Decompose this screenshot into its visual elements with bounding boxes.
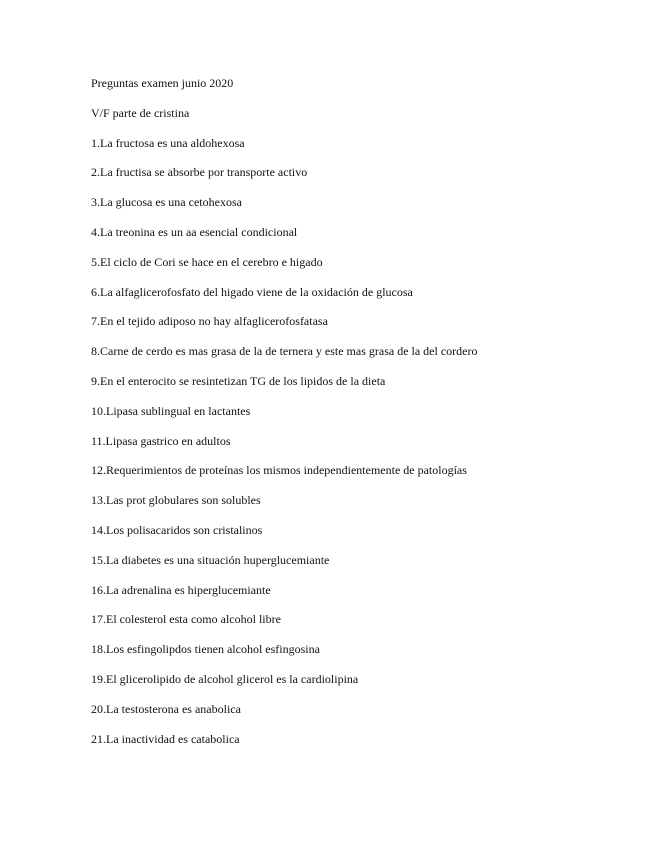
question-line: 16.La adrenalina es hiperglucemiante bbox=[91, 582, 271, 597]
question-line: 15.La diabetes es una situación huperglucemiante bbox=[91, 552, 330, 567]
question-line: 3.La glucosa es una cetohexosa bbox=[91, 195, 242, 210]
question-line: 8.Carne de cerdo es mas grasa de la de ternera y este mas grasa de la del cordero bbox=[91, 344, 478, 359]
document-subtitle: V/F parte de cristina bbox=[91, 105, 190, 120]
question-line: 1.La fructosa es una aldohexosa bbox=[91, 135, 245, 150]
question-line: 6.La alfaglicerofosfato del higado viene de la oxidación de glucosa bbox=[91, 284, 413, 299]
question-line: 13.Las prot globulares son solubles bbox=[91, 493, 261, 508]
document-title: Preguntas examen junio 2020 bbox=[91, 76, 234, 90]
question-line: 7.En el tejido adiposo no hay alfaglicerofosfatasa bbox=[91, 314, 328, 329]
question-line: 10.Lipasa sublingual en lactantes bbox=[91, 403, 251, 418]
question-line: 20.La testosterona es anabolica bbox=[91, 701, 241, 716]
document-content bbox=[91, 75, 631, 760]
question-line: 4.La treonina es un aa esencial condicional bbox=[91, 224, 298, 239]
question-line: 9.En el enterocito se resintetizan TG de los lipidos de la dieta bbox=[91, 373, 386, 388]
question-line: 2.La fructisa se absorbe por transporte activo bbox=[91, 165, 308, 180]
question-line: 12.Requerimientos de proteínas los mismos independientemente de patologías bbox=[91, 463, 467, 478]
question-line: 21.La inactividad es catabolica bbox=[91, 731, 240, 746]
question-line: 11.Lipasa gastrico en adultos bbox=[91, 433, 231, 448]
question-line: 14.Los polisacaridos son cristalinos bbox=[91, 522, 263, 537]
question-line: 18.Los esfingolipdos tienen alcohol esfingosina bbox=[91, 642, 320, 657]
question-line: 17.El colesterol esta como alcohol libre bbox=[91, 612, 281, 627]
question-line: 5.El ciclo de Cori se hace en el cerebro e higado bbox=[91, 254, 323, 269]
question-line: 19.El glicerolipido de alcohol glicerol es la cardiolipina bbox=[91, 671, 359, 686]
